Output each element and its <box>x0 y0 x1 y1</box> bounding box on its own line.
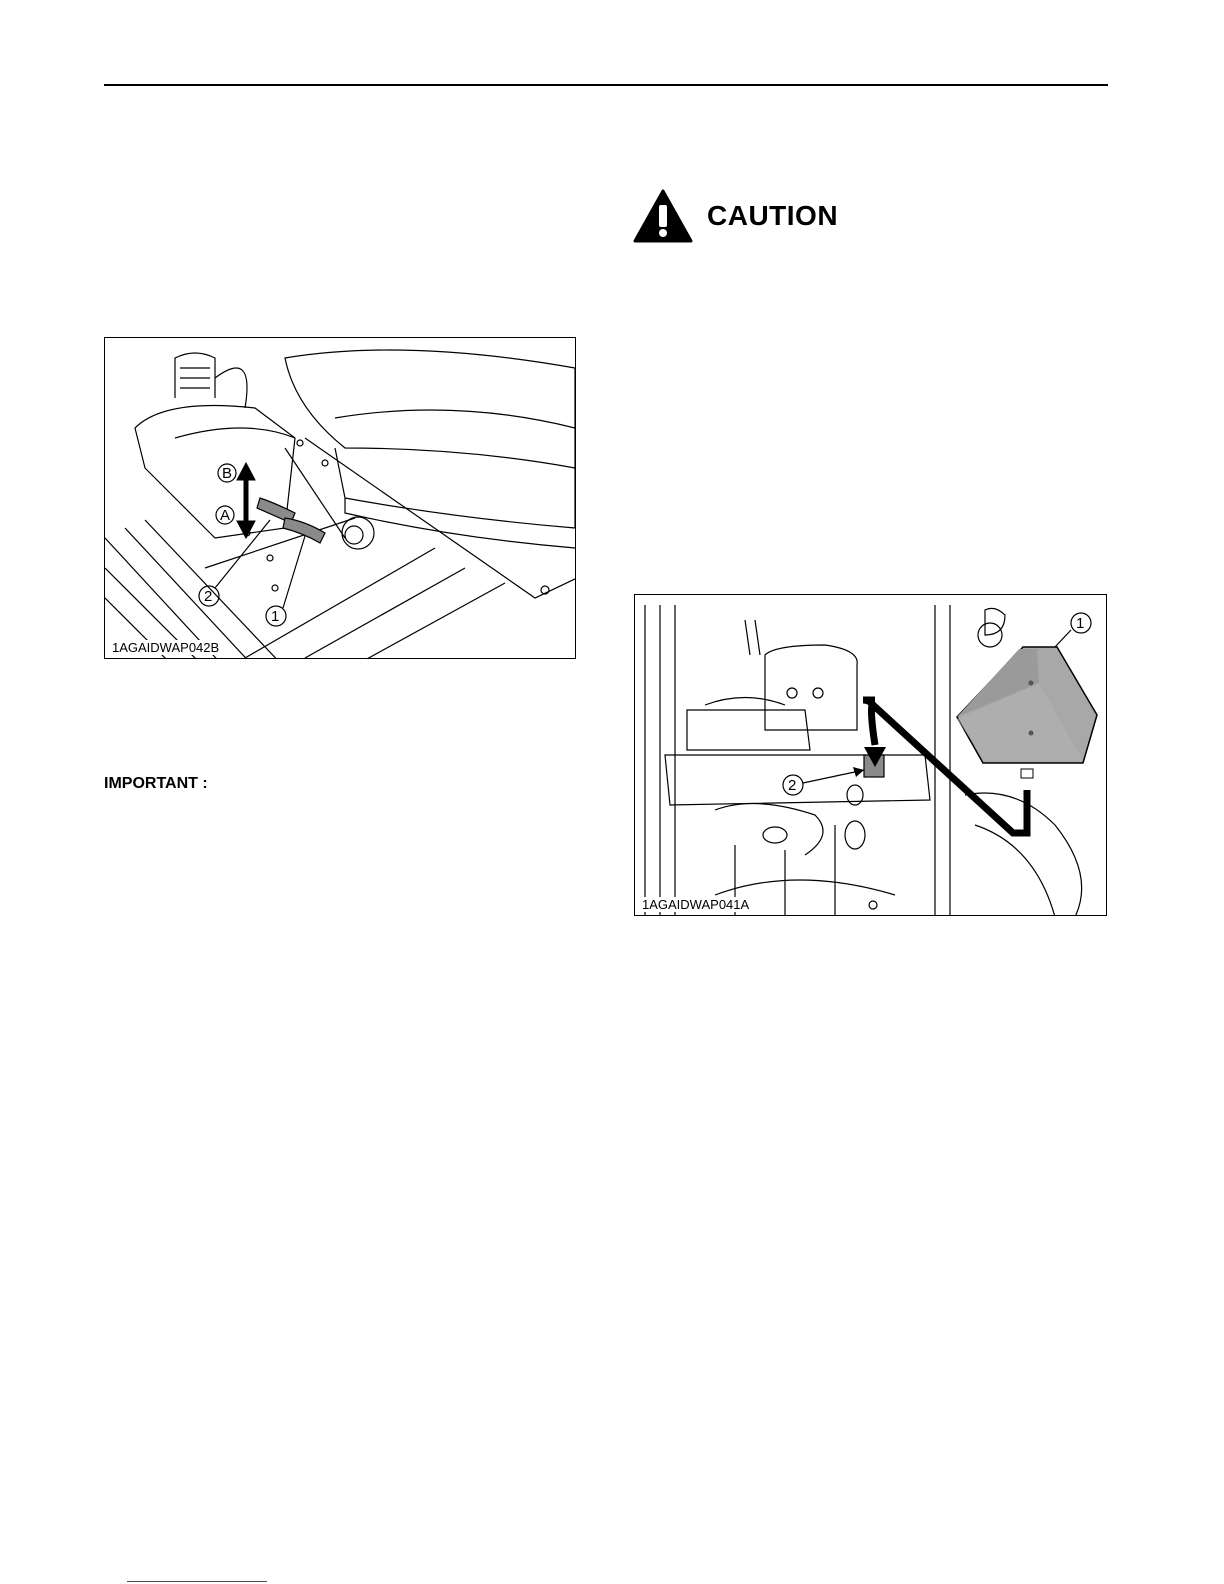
footer-link-underline <box>127 1581 267 1582</box>
figure-code: 1AGAIDWAP041A <box>642 897 750 912</box>
warning-triangle-icon <box>633 189 693 243</box>
figure-seat-lever <box>104 337 576 659</box>
callout-2: 2 <box>204 588 213 605</box>
seat-lever-illustration <box>105 338 576 659</box>
callout-b: B <box>222 465 233 482</box>
smv-emblem-illustration <box>635 595 1107 916</box>
callout-1: 1 <box>1076 615 1085 632</box>
important-heading: IMPORTANT : <box>104 775 208 792</box>
caution-label: CAUTION <box>707 200 839 231</box>
caution-heading <box>633 188 838 244</box>
figure-code: 1AGAIDWAP042B <box>112 640 220 655</box>
callout-a: A <box>220 507 231 524</box>
callout-2: 2 <box>788 777 797 794</box>
figure-smv-emblem <box>634 594 1107 916</box>
header-rule <box>104 84 1108 86</box>
callout-1: 1 <box>271 608 280 625</box>
